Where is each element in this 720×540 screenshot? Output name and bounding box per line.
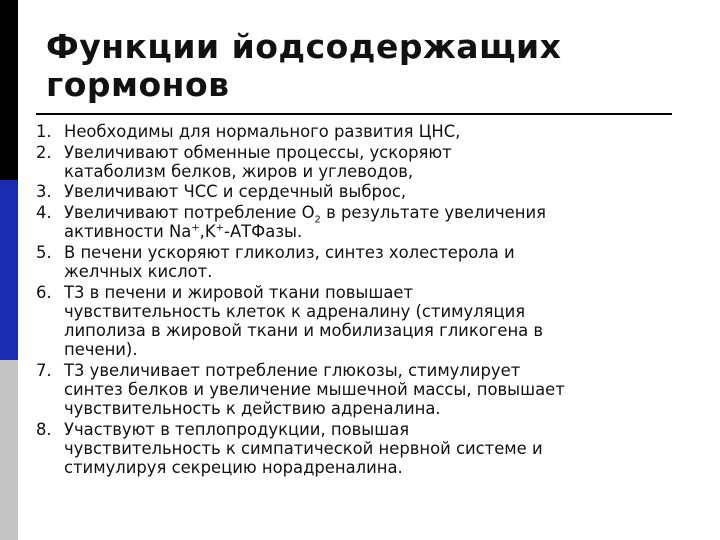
accent-bar-bottom (0, 360, 18, 540)
list-item (36, 420, 696, 478)
slide-title-line-2: гормонов (46, 65, 230, 104)
superscript-plus: + (191, 222, 200, 234)
list-item-number: 2. (36, 142, 52, 162)
list-item (36, 182, 696, 201)
slide-title (46, 28, 686, 104)
list-item-text: стимулируя секрецию норадреналина. (64, 458, 403, 478)
list-item-text: чувствительность к симпатической нервной системе и (64, 438, 543, 458)
list-item-text: В печени ускоряют гликолиз, синтез холестерола и (64, 242, 515, 262)
accent-bar-middle (0, 180, 18, 360)
function-list (36, 122, 696, 479)
list-item-number: 7. (36, 360, 52, 380)
list-item-text: Необходимы для нормального развития ЦНС, (64, 122, 461, 141)
list-item-text: чувствительность к действию адреналина. (64, 399, 441, 419)
list-item-text: активности Na+,K+-АТФазы. (64, 222, 303, 242)
list-item-text: Увеличивают ЧСС и сердечный выброс, (64, 182, 407, 202)
list-item-number: 4. (36, 202, 52, 222)
list-item-text: Участвуют в теплопродукции, повышая (64, 419, 410, 439)
title-underline (36, 113, 672, 115)
list-item-number: 6. (36, 282, 52, 302)
list-item-text: Т3 в печени и жировой ткани повышает (64, 282, 414, 302)
list-item-number: 8. (36, 419, 52, 439)
list-item-text: липолиза в жировой ткани и мобилизация гликогена в (64, 320, 544, 340)
list-item-text: чувствительность клеток к адреналину (стимуляция (64, 301, 526, 321)
list-item-text: желчных кислот. (64, 261, 213, 281)
list-item (36, 143, 696, 181)
subscript-2: 2 (314, 214, 321, 226)
list-item-text: синтез белков и увеличение мышечной массы, повышает (64, 379, 565, 399)
list-item-text: катаболизм белков, жиров и углеводов, (64, 161, 414, 181)
slide-title-line-1: Функции йодсодержащих (46, 27, 562, 66)
list-item-text: Увеличивают потребление $O_2$ в результате увеличения (64, 202, 546, 226)
list-item (36, 122, 696, 141)
list-item (36, 243, 696, 281)
list-item-number: 1. (36, 122, 52, 141)
list-item (36, 283, 696, 360)
accent-bar-top (0, 0, 18, 180)
list-item-text: Т3 увеличивает потребление глюкозы, стимулирует (64, 360, 521, 380)
superscript-plus: + (215, 222, 225, 234)
list-item-text: Увеличивают обменные процессы, ускоряют (64, 142, 452, 162)
list-item (36, 361, 696, 419)
list-item-text: печени). (64, 340, 138, 360)
list-item (36, 203, 696, 241)
list-item-number: 3. (36, 182, 52, 202)
list-item-number: 5. (36, 242, 52, 262)
